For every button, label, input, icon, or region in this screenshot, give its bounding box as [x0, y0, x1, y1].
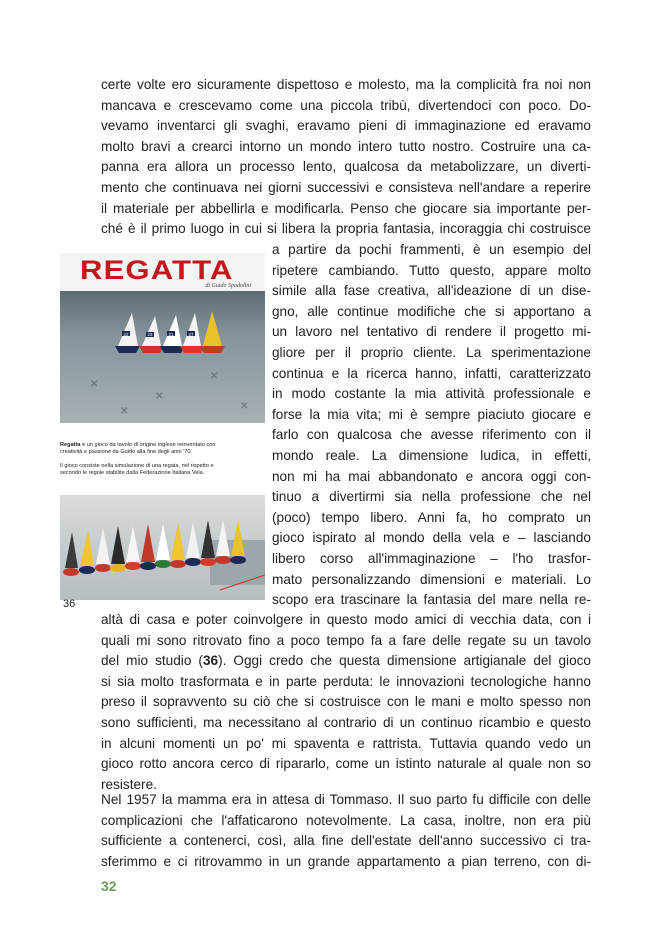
text-line: Nel 1957 la mamma era in attesa di Tommaso. Il suo parto fu difficile con delle	[101, 792, 591, 807]
regatta-board-photo	[60, 440, 265, 600]
boats-row-illustration	[60, 440, 265, 600]
paragraph-4	[101, 790, 591, 872]
text-line: mento che continuava nei giorni successivi e consisteva nell'andare a reperire	[101, 179, 591, 195]
text-line: in modo costante la mia attività professionale e	[272, 386, 591, 402]
text-line: (poco) tempo libero. Anni fa, ho comprato un	[272, 509, 591, 525]
sailboat-icon	[110, 526, 126, 572]
text-line: ché è il primo luogo in cui si libera la propria fantasia, incoraggia chi costruisce	[101, 221, 591, 237]
paragraph-1	[101, 75, 591, 240]
text-line: resistere.	[101, 776, 157, 792]
text-line: sferimmo e ci ritrovammo in un grande appartamento a pian terreno, con di-	[101, 853, 591, 869]
figure-caption: Regatta è un gioco da tavolo di origine inglese reinventato con creatività e passione da Guido alla fine degli anni '70. Il gioco consiste nella simulazione di una regata, nel rispetto e secondo le regole stabilite dalla Federazione Italiana Vela.	[60, 442, 216, 476]
sailboat-icon	[95, 528, 111, 572]
regatta-title: REGATTA	[80, 255, 234, 285]
text-line: mancava e crescevamo come una piccola tribù, divertendoci con poco. Do-	[101, 97, 591, 113]
sail-number: 27	[188, 332, 194, 337]
text-line: si sia molto trasformata e in parte perduta: le innovazioni tecnologiche hanno	[101, 673, 591, 689]
figure-number: 36	[63, 598, 76, 610]
board-mark-icon: ✕	[120, 406, 129, 417]
text-line: molto bravi a crearci intorno un mondo intero tutto nostro. Costruire una ca-	[101, 138, 591, 154]
text-line: forse la mia vita; mi è sempre piaciuto giocare e	[272, 406, 591, 422]
text-line: tinuo a divertirmi sia nella professione che nel	[272, 489, 591, 505]
board-mark-icon: ✕	[210, 371, 219, 382]
sail-number: 22	[123, 332, 129, 337]
sailboat-icon	[185, 522, 201, 566]
text-line: in alcuni momenti un po' mi spaventa e rattrista. Tuttavia quando vedo un	[101, 735, 591, 751]
sail-number: 21	[168, 332, 174, 337]
sailboat-icon	[170, 522, 186, 568]
text-line: il materiale per abbellirla e modificarla. Penso che giocare sia importante per-	[101, 200, 591, 216]
text-line: continua e la ricerca hanno, infatti, caratterizzato	[272, 365, 591, 381]
text-line: mato personalizzando dimensioni e materiali. Lo	[272, 571, 591, 587]
board-mark-icon: ✕	[240, 401, 249, 412]
board-mark-icon: ✕	[155, 391, 164, 402]
paragraph-3	[101, 610, 591, 795]
text-line: libero corso all'immaginazione – l'ho trasfor-	[272, 550, 591, 566]
text-line: non mi ha mai abbandonato e ancora oggi con-	[272, 468, 591, 484]
sailboat-icon	[200, 311, 225, 353]
text-line: preso il sopravvento su ciò che si costruisce con le mani e molto spesso non	[101, 694, 591, 710]
caption-bold: Regatta	[60, 442, 81, 448]
text-line: ripetere cambiando. Tutto questo, appare molto	[272, 262, 591, 278]
text-line: simile alla fase creativa, all'ideazione di un dise-	[272, 283, 591, 299]
figure-reference: 36	[202, 653, 219, 669]
sailboat-icon	[230, 520, 246, 564]
regatta-banner	[60, 253, 265, 291]
game-board	[60, 291, 265, 423]
text-line: complicazioni che l'affaticarono notevolmente. La casa, inoltre, non era più	[101, 812, 591, 828]
regatta-photo	[60, 253, 265, 423]
text-line: del mio studio (36). Oggi credo che questa dimensione artigianale del gioco	[101, 653, 591, 669]
sailboats-illustration	[60, 291, 265, 423]
text-line: vevamo inventarci gli svaghi, eravamo pieni di immaginazione ed eravamo	[101, 118, 591, 134]
text-line: mondo reale. La dimensione ludica, in effetti,	[272, 447, 591, 463]
text-line: scopo era trascinare la fantasia del mare nella re-	[272, 592, 591, 608]
paragraph-right-column	[272, 240, 591, 611]
text-line: gioco ispirato al mondo della vela e – lasciando	[272, 530, 591, 546]
text-line: sono sufficienti, ma necessitano al contrario di un continuo ricambio e questo	[101, 714, 591, 730]
text-line: panna era allora un processo lento, qualcosa da metabolizzare, un diverti-	[101, 159, 591, 175]
sail-number: 23	[147, 332, 153, 337]
sailboat-icon	[125, 526, 141, 570]
text-line: certe volte ero sicuramente dispettoso e molesto, ma la complicità fra noi non	[101, 77, 591, 92]
sailboat-icon	[79, 530, 95, 574]
board-mark-icon: ✕	[90, 379, 99, 390]
sailboat-icon	[200, 520, 216, 566]
sailboat-icon	[140, 524, 156, 570]
page-number: 32	[101, 878, 117, 894]
text-line: gno, alle continue modifiche che si apportano a	[272, 303, 591, 319]
sailboat-icon	[155, 524, 171, 568]
text-line: gliore per il proprio cliente. La sperimentazione	[272, 344, 591, 360]
text-line: quali mi sono ritrovato fino a poco tempo fa a fare delle regate su un tavolo	[101, 632, 591, 648]
text-line: un lavoro nel tentativo di rendere il progetto mi-	[272, 324, 591, 340]
text-line: farlo con qualcosa che avesse riferimento con il	[272, 427, 591, 443]
regatta-author: di Guido Spadolini	[205, 283, 251, 289]
sailboat-icon	[215, 520, 231, 564]
text-line: altà di casa e poter coinvolgere in questo modo amici di vecchia data, con i	[101, 612, 591, 627]
text-line: sufficiente a contenerci, così, alla fine dell'estate dell'anno successivo ci tra-	[101, 833, 591, 849]
text-line: gioco rotto ancora cerco di ripararlo, come un istinto naturale al quale non so	[101, 756, 591, 772]
sailboat-icon	[63, 532, 79, 576]
text-line: a partire da pochi frammenti, è un esempio del	[272, 242, 591, 257]
